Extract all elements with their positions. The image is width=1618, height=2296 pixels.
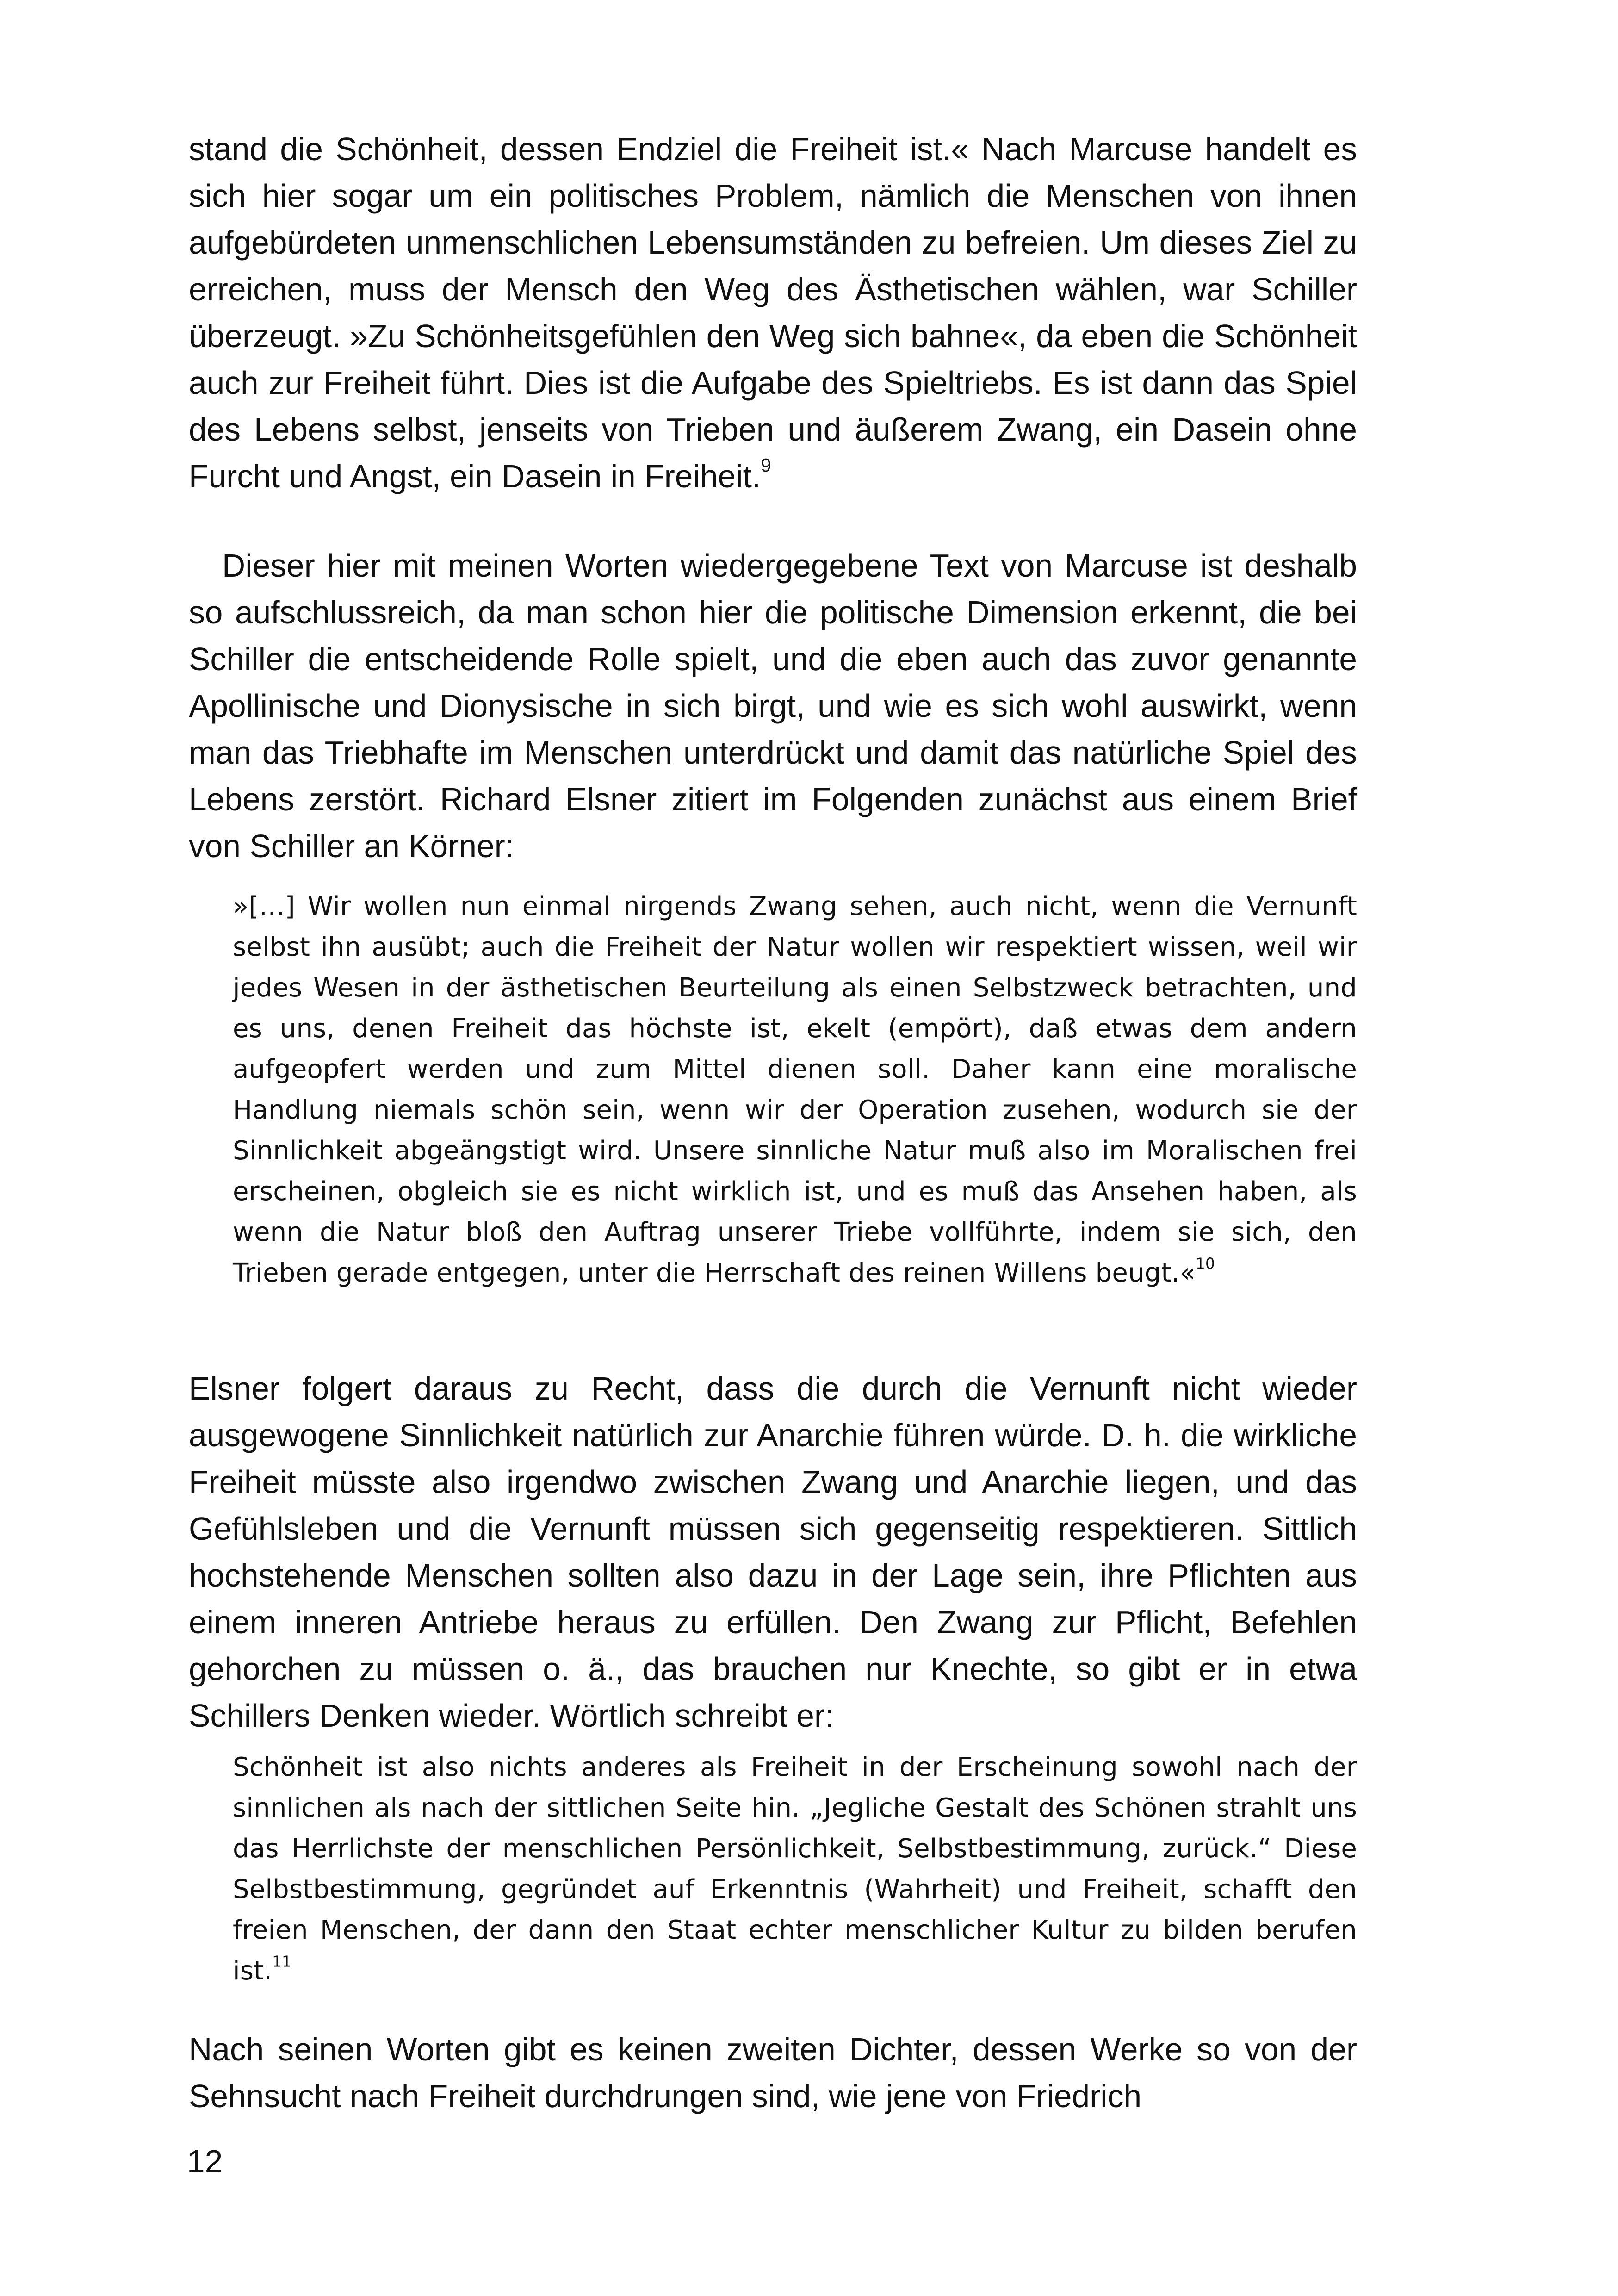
paragraph-text: stand die Schönheit, dessen Endziel die Freiheit ist.« Nach Marcuse handelt es sich hier sogar um ein politisches Problem, nämlich die Menschen von ihnen aufgebürdeten unmenschlichen Lebensumständen zu befreien. Um dieses Ziel zu erreichen, muss der Mensch den Weg des Ästhetischen wählen, war Schiller überzeugt. »Zu Schönheitsgefühlen den Weg sich bahne«, da eben die Schönheit auch zur Freiheit führt. Dies ist die Aufgabe des Spieltriebs. Es ist dann das Spiel des Lebens selbst, jenseits von Trieben und äußerem Zwang, ein Dasein ohne Furcht und Angst, ein Dasein in Freiheit. <box>189 131 1357 494</box>
paragraph-text: Dieser hier mit meinen Worten wiedergegebene Text von Marcuse ist deshalb so aufschlussreich, da man schon hier die politische Dimension erkennt, die bei Schiller die entscheidende Rolle spielt, und die eben auch das zuvor genannte Apollinische und Dionysische in sich birgt, und wie es sich wohl auswirkt, wenn man das Triebhafte im Menschen unterdrückt und damit das natürliche Spiel des Lebens zerstört. Richard Elsner zitiert im Folgenden zunächst aus einem Brief von Schiller an Körner: <box>189 548 1357 864</box>
body-paragraph-2 <box>189 542 1357 870</box>
quote-text: Schönheit ist also nichts anderes als Freiheit in der Erscheinung sowohl nach der sinnlichen als nach der sittlichen Seite hin. „Jegliche Gestalt des Schönen strahlt uns das Herrlichste der menschlichen Persönlichkeit, Selbstbestimmung, zurück.“ Diese Selbstbestimmung, gegründet auf Erkenntnis (Wahrheit) und Freiheit, schafft den freien Menschen, der dann den Staat echter menschlicher Kultur zu bilden berufen ist. <box>233 1752 1357 1986</box>
paragraph-text: Elsner folgert daraus zu Recht, dass die durch die Vernunft nicht wieder ausgewogene Sinnlichkeit natürlich zur Anarchie führen würde. D. h. die wirkliche Freiheit müsste also irgendwo zwischen Zwang und Anarchie liegen, und das Gefühlsleben und die Vernunft müssen sich gegenseitig respektieren. Sittlich hochstehende Menschen sollten also dazu in der Lage sein, ihre Pflichten aus einem inneren Antriebe heraus zu erfüllen. Den Zwang zur Pflicht, Befehlen gehorchen zu müssen o. ä., das brauchen nur Knechte, so gibt er in etwa Schillers Denken wieder. Wörtlich schreibt er: <box>189 1370 1357 1734</box>
footnote-reference: 9 <box>761 454 771 476</box>
footnote-reference: 10 <box>1196 1255 1215 1273</box>
page-number: 12 <box>187 2143 223 2179</box>
block-quote-1 <box>233 886 1357 1294</box>
paragraph-text: Nach seinen Worten gibt es keinen zweiten Dichter, dessen Werke so von der Sehnsucht nach Freiheit durchdrungen sind, wie jene von Friedrich <box>189 2031 1357 2114</box>
body-paragraph-3 <box>189 1365 1357 1739</box>
quote-text: »[…] Wir wollen nun einmal nirgends Zwang sehen, auch nicht, wenn die Vernunft selbst ihn ausübt; auch die Freiheit der Natur wollen wir respektiert wissen, weil wir jedes Wesen in der ästhetischen Beurteilung als einen Selbstzweck betrachten, und es uns, denen Freiheit das höchste ist, ekelt (empört), daß etwas dem andern aufgeopfert werden und zum Mittel dienen soll. Daher kann eine moralische Handlung niemals schön sein, wenn wir der Operation zusehen, wodurch sie der Sinnlichkeit abgeängstigt wird. Unsere sinnliche Natur muß also im Moralischen frei erscheinen, obgleich sie es nicht wirklich ist, und es muß das Ansehen haben, als wenn die Natur bloß den Auftrag unserer Triebe vollführte, indem sie sich, den Trieben gerade entgegen, unter die Herrschaft des reinen Willens beugt.« <box>233 891 1357 1288</box>
body-paragraph-1 <box>189 126 1357 500</box>
footnote-reference: 11 <box>272 1953 292 1971</box>
block-quote-2 <box>233 1747 1357 1991</box>
body-paragraph-4 <box>189 2026 1357 2120</box>
